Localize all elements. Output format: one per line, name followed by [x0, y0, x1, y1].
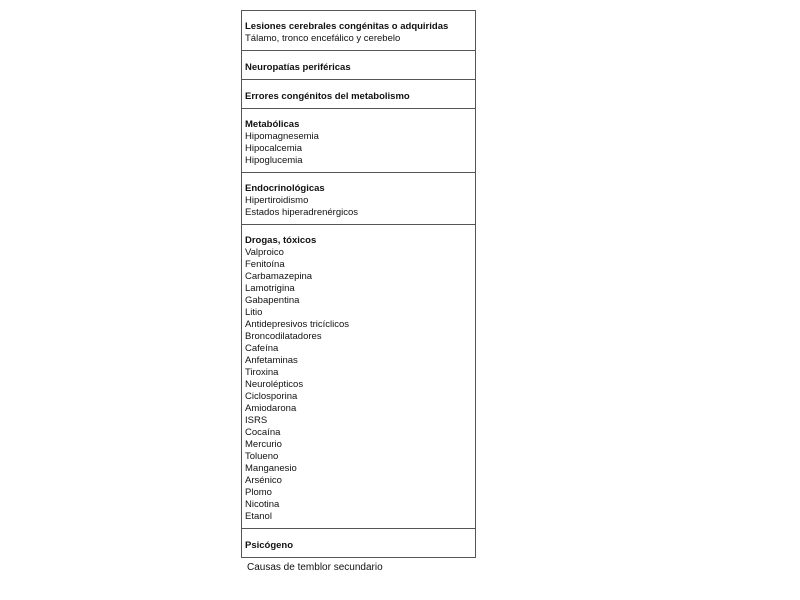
section-heading: Neuropatías periféricas: [245, 62, 351, 73]
causes-table: [241, 10, 476, 558]
list-item: Amiodarona: [245, 403, 297, 414]
list-item: Litio: [245, 307, 263, 318]
section-lesiones: [242, 11, 475, 51]
section-heading: Psicógeno: [245, 540, 294, 551]
list-item: Cocaína: [245, 427, 281, 438]
list-item: Arsénico: [245, 475, 282, 486]
section-neuropatias: [242, 51, 475, 80]
list-item: Antidepresivos tricíclicos: [245, 319, 350, 330]
list-item: Gabapentina: [245, 295, 300, 306]
list-item: Lamotrigina: [245, 283, 295, 294]
list-item: Valproico: [245, 247, 284, 258]
list-item: ISRS: [245, 415, 268, 426]
list-item: Manganesio: [245, 463, 297, 474]
list-item: Etanol: [245, 511, 272, 522]
list-item: Estados hiperadrenérgicos: [245, 207, 359, 218]
section-heading: Errores congénitos del metabolismo: [245, 91, 410, 102]
section-heading: Endocrinológicas: [245, 183, 325, 194]
section-drogas: [242, 225, 475, 529]
section-psicogeno: [242, 529, 475, 558]
list-item: Broncodilatadores: [245, 331, 322, 342]
list-item: Hipertiroidismo: [245, 195, 309, 206]
section-errores: [242, 80, 475, 109]
list-item: Nicotina: [245, 499, 280, 510]
list-item: Hipocalcemia: [245, 143, 303, 154]
list-item: Tiroxina: [245, 367, 279, 378]
section-heading: Drogas, tóxicos: [245, 235, 317, 246]
section-heading: Lesiones cerebrales congénitas o adquiridas: [245, 21, 449, 32]
list-item: Hipomagnesemia: [245, 131, 319, 142]
list-item: Carbamazepina: [245, 271, 313, 282]
list-item: Cafeína: [245, 343, 279, 354]
section-metabolicas: [242, 109, 475, 173]
section-heading: Metabólicas: [245, 119, 300, 130]
list-item: Anfetaminas: [245, 355, 298, 366]
list-item: Ciclosporina: [245, 391, 298, 402]
list-item: Plomo: [245, 487, 272, 498]
list-item: Mercurio: [245, 439, 282, 450]
list-item: Tálamo, tronco encefálico y cerebelo: [245, 33, 401, 44]
section-endocrinologicas: [242, 173, 475, 225]
list-item: Tolueno: [245, 451, 279, 462]
list-item: Neurolépticos: [245, 379, 304, 390]
table-caption: Causas de temblor secundario: [247, 562, 383, 573]
list-item: Hipoglucemia: [245, 155, 303, 166]
list-item: Fenitoína: [245, 259, 285, 270]
